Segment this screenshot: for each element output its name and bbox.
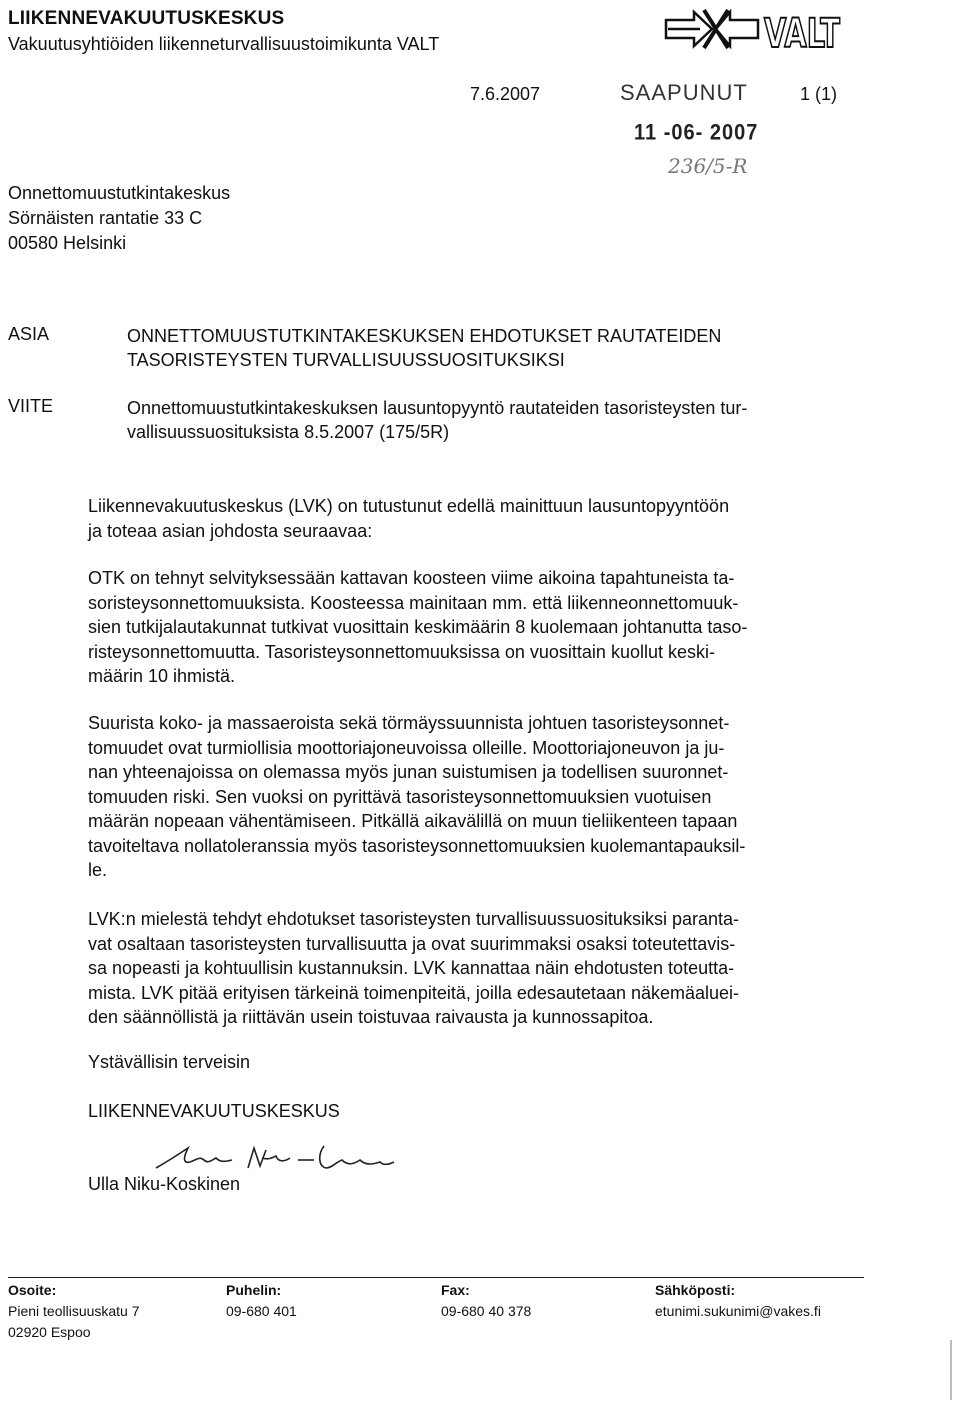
subject-line: ONNETTOMUUSTUTKINTAKESKUKSEN EHDOTUKSET RAUTATEIDEN: [127, 326, 722, 346]
paragraph-line: tomuuden riski. Sen vuoksi on pyrittävä tasoristeysonnettomuuksien vuotuisen: [88, 786, 712, 807]
paragraph-line: OTK on tehnyt selvityksessään kattavan koosteen viime aikoina tapahtuneista ta-: [88, 568, 735, 588]
reference-text: [127, 396, 867, 444]
recipient-line: 00580 Helsinki: [8, 233, 127, 253]
subject-label: ASIA: [8, 324, 50, 344]
subject-text: [127, 324, 867, 372]
footer-phone-value: 09-680 401: [226, 1303, 297, 1319]
footer-address: [8, 1280, 140, 1343]
received-stamp: [620, 80, 810, 190]
footer-email: [655, 1280, 821, 1322]
footer-address-label: Osoite:: [8, 1282, 57, 1298]
letter-date: 7.6.2007: [470, 84, 541, 104]
page-number: 1 (1): [800, 84, 838, 104]
paragraph-line: risteysonnettomuutta. Tasoristeysonnettomuuksissa on vuosittain kuollut keski-: [88, 641, 715, 662]
footer-email-value: etunimi.sukunimi@vakes.fi: [655, 1303, 821, 1319]
paragraph-intro: [88, 494, 853, 543]
reference-line: Onnettomuustutkintakeskuksen lausuntopyyntö rautateiden tasoristeysten tur-: [127, 398, 748, 418]
valt-logo: [664, 4, 842, 57]
paragraph-line: tavoiteltava nollatoleranssia myös tasoristeysonnettomuuksien kuolemantapauksil-: [88, 835, 746, 856]
paragraph-otk: [88, 566, 853, 689]
closing-greeting: Ystävällisin terveisin: [88, 1052, 251, 1072]
stamp-word: SAAPUNUT: [620, 80, 748, 105]
paragraph-line: tomuudet ovat turmiollisia moottoriajoneuvoissa olleille. Moottoriajoneuvon ja ju-: [88, 737, 725, 758]
logo-wordmark: VALT: [764, 11, 841, 57]
paragraph-line: sien tutkijalautakunnat tutkivat vuosittain keskimäärin 8 kuolemaan johtanutta taso-: [88, 617, 748, 637]
recipient-line: Sörnäisten rantatie 33 C: [8, 208, 203, 228]
paragraph-line: den säännöllistä ja riittävän usein toistuvaa raivausta ja kunnossapitoa.: [88, 1007, 654, 1027]
paragraph-line: Suurista koko- ja massaeroista sekä törmäyssuunnista johtuen tasoristeysonnet-: [88, 713, 730, 733]
paragraph-line: määrän nopeaan vähentämiseen. Pitkällä aikavälillä on muun tieliikenteen tapaan: [88, 811, 738, 831]
footer-phone-label: Puhelin:: [226, 1282, 282, 1298]
paragraph-risks: [88, 711, 853, 883]
paragraph-line: soristeysonnettomuuksista. Koosteessa mainitaan mm. että liikenneonnettomuuk-: [88, 592, 739, 613]
footer-fax-value: 09-680 40 378: [441, 1303, 532, 1319]
sender-subtitle: Vakuutusyhtiöiden liikenneturvallisuustoimikunta VALT: [8, 34, 440, 54]
footer-address-line: Pieni teollisuuskatu 7: [8, 1303, 140, 1319]
subject-line: TASORISTEYSTEN TURVALLISUUSSUOSITUKSIKSI: [127, 350, 565, 370]
paragraph-line: nan yhteenajoissa on olemassa myös junan suistumisen ja todellisen suuronnet-: [88, 762, 729, 782]
recipient-address: [8, 181, 230, 256]
stamp-date: 11 -06- 2007: [634, 120, 759, 146]
paragraph-line: sa nopeasti ja kohtuullisin kustannuksin. LVK kannattaa näin ehdotusten toteutta-: [88, 958, 735, 978]
reference-label: VIITE: [8, 396, 54, 416]
paragraph-line: vat osaltaan tasoristeysten turvallisuutta ja ovat suurimmaksi osaksi toteutettavis-: [88, 933, 736, 954]
scan-artifact: [950, 1340, 952, 1400]
reference-line: vallisuussuosituksista 8.5.2007 (175/5R): [127, 422, 450, 442]
footer-fax: [441, 1280, 531, 1322]
footer-phone: [226, 1280, 297, 1322]
paragraph-line: le.: [88, 860, 108, 880]
recipient-line: Onnettomuustutkintakeskus: [8, 183, 231, 203]
paragraph-line: määrin 10 ihmistä.: [88, 666, 236, 686]
paragraph-opinion: [88, 907, 853, 1030]
footer-address-line: 02920 Espoo: [8, 1324, 91, 1340]
stamp-reference: 236/5-R: [668, 154, 748, 178]
footer-fax-label: Fax:: [441, 1282, 470, 1298]
footer-email-label: Sähköposti:: [655, 1282, 736, 1298]
sender-organization: LIIKENNEVAKUUTUSKESKUS: [8, 8, 285, 29]
paragraph-line: ja toteaa asian johdosta seuraavaa:: [88, 520, 373, 541]
paragraph-line: mista. LVK pitää erityisen tärkeinä toimenpiteitä, joilla edesautetaan näkemäaluei-: [88, 982, 740, 1003]
signer-name: Ulla Niku-Koskinen: [88, 1174, 241, 1194]
paragraph-line: LVK:n mielestä tehdyt ehdotukset tasoristeysten turvallisuussuosituksiksi paranta-: [88, 909, 739, 929]
footer-divider: [8, 1277, 864, 1278]
paragraph-line: Liikennevakuutuskeskus (LVK) on tutustunut edellä mainittuun lausuntopyyntöön: [88, 496, 730, 516]
closing-organization: LIIKENNEVAKUUTUSKESKUS: [88, 1101, 340, 1121]
